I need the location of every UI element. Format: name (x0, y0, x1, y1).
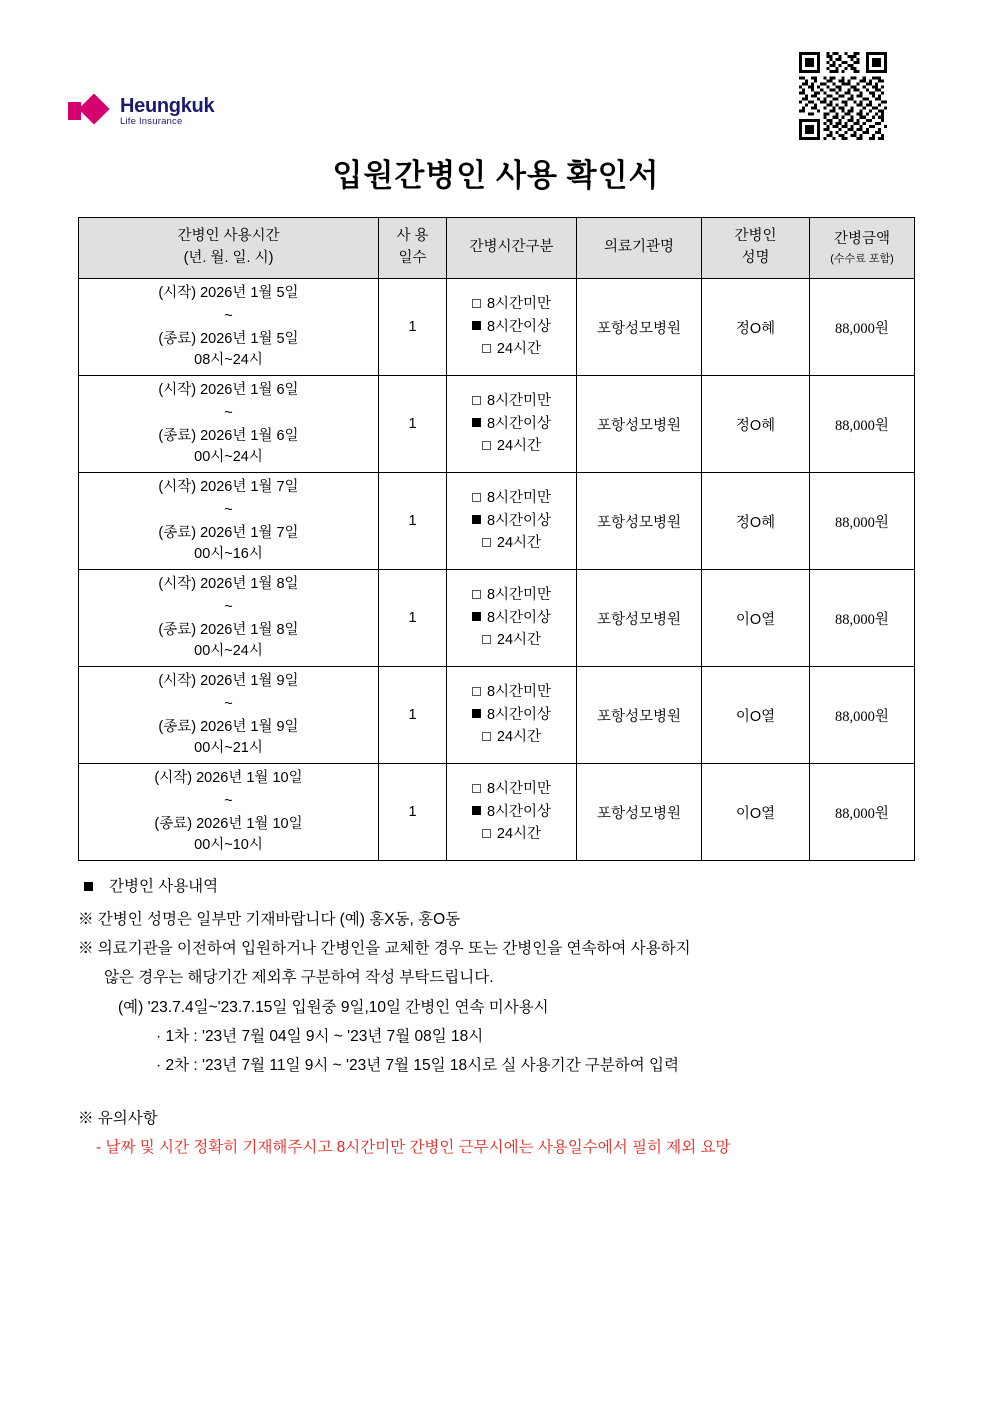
company-logo (68, 96, 214, 127)
checkbox-label: 8시간미만 (486, 490, 552, 507)
checkbox-option[interactable] (449, 487, 574, 509)
checkbox-checked-icon[interactable] (472, 321, 481, 330)
checkbox-label: 24시간 (496, 438, 542, 455)
checkbox-label: 24시간 (496, 535, 542, 552)
column-header-caregiver (702, 218, 810, 279)
cell-caregiver: 정O혜 (702, 473, 810, 570)
note-line-3: 않은 경우는 해당기간 제외후 구분하여 작성 부탁드립니다. (104, 969, 494, 987)
cell-period (79, 473, 379, 570)
period-start: (시작) 2026년 1월 6일 (158, 381, 299, 398)
column-header-period (79, 218, 379, 279)
checkbox-checked-icon[interactable] (472, 709, 481, 718)
cell-hospital: 포항성모병원 (577, 376, 702, 473)
note-line-2: ※ 의료기관을 이전하여 입원하거나 간병인을 교체한 경우 또는 간병인을 연속하여 사용하지 (78, 940, 691, 958)
checkbox-label: 8시간이상 (486, 803, 552, 820)
cell-days: 1 (379, 667, 447, 764)
checkbox-label: 8시간미만 (486, 587, 552, 604)
checkbox-unchecked-icon[interactable] (472, 590, 481, 599)
checkbox-option[interactable] (449, 390, 574, 412)
period-end: (종료) 2026년 1월 10일 (154, 816, 303, 832)
table-row (79, 473, 915, 570)
checkbox-option[interactable] (449, 532, 574, 554)
checkbox-label: 8시간이상 (486, 706, 552, 723)
table-row (79, 376, 915, 473)
period-hours: 08시~24시 (194, 352, 263, 369)
period-start: (시작) 2026년 1월 10일 (154, 769, 303, 786)
cell-caregiver: 이O열 (702, 667, 810, 764)
checkbox-unchecked-icon[interactable] (482, 635, 491, 644)
cell-amount: 88,000원 (810, 764, 915, 861)
cell-amount: 88,000원 (810, 376, 915, 473)
checkbox-label: 8시간미만 (486, 393, 552, 410)
checkbox-label: 8시간미만 (486, 684, 552, 701)
cell-time-type (447, 764, 577, 861)
checkbox-option[interactable] (449, 778, 574, 800)
cell-time-type (447, 570, 577, 667)
cell-amount: 88,000원 (810, 473, 915, 570)
caution-title: ※ 유의사항 (78, 1109, 158, 1127)
cell-days: 1 (379, 473, 447, 570)
column-header-hospital: 의료기관명 (577, 218, 702, 279)
column-header-amount-line1: 간병금액 (833, 230, 891, 247)
period-start: (시작) 2026년 1월 5일 (158, 284, 299, 301)
checkbox-label: 24시간 (496, 729, 542, 746)
checkbox-unchecked-icon[interactable] (472, 784, 481, 793)
column-header-amount (810, 218, 915, 279)
checkbox-option[interactable] (449, 584, 574, 606)
column-header-caregiver-line1: 간병인 (734, 228, 777, 245)
period-end: (종료) 2026년 1월 6일 (158, 428, 299, 444)
period-hours: 00시~24시 (194, 449, 263, 466)
period-tilde: ~ (224, 695, 233, 712)
checkbox-option[interactable] (449, 823, 574, 845)
period-end: (종료) 2026년 1월 7일 (158, 525, 299, 541)
qr-code (799, 52, 887, 140)
cell-days: 1 (379, 764, 447, 861)
period-end: (종료) 2026년 1월 8일 (158, 622, 299, 638)
column-header-period-line2: (년. 월. 일. 시) (183, 250, 274, 266)
column-header-caregiver-line2: 성명 (741, 250, 770, 266)
cell-amount: 88,000원 (810, 667, 915, 764)
cell-hospital: 포항성모병원 (577, 570, 702, 667)
page-title: 입원간병인 사용 확인서 (332, 158, 660, 193)
checkbox-option[interactable] (449, 629, 574, 651)
checkbox-unchecked-icon[interactable] (482, 829, 491, 838)
checkbox-unchecked-icon[interactable] (482, 441, 491, 450)
checkbox-label: 8시간이상 (486, 609, 552, 626)
cell-period (79, 376, 379, 473)
checkbox-label: 8시간미만 (486, 296, 552, 313)
column-header-days-line2: 일수 (398, 250, 427, 266)
table-row (79, 279, 915, 376)
cell-amount: 88,000원 (810, 279, 915, 376)
caregiver-usage-table (78, 217, 915, 861)
table-row (79, 764, 915, 861)
note-line-6: · 2차 : '23년 7월 11일 9시 ~ '23년 7월 15일 18시로 실 사용기간 구분하여 입력 (156, 1056, 680, 1074)
cell-hospital: 포항성모병원 (577, 279, 702, 376)
caregiver-usage-table-wrapper (0, 217, 992, 861)
checkbox-label: 24시간 (496, 826, 542, 843)
period-start: (시작) 2026년 1월 9일 (158, 672, 299, 689)
cell-hospital: 포항성모병원 (577, 473, 702, 570)
cell-hospital: 포항성모병원 (577, 764, 702, 861)
checkbox-option[interactable] (449, 338, 574, 360)
heungkuk-logo-icon (68, 96, 112, 126)
table-body (79, 279, 915, 861)
caution-text: - 날짜 및 시간 정확히 기재해주시고 8시간미만 간병인 근무시에는 사용일수에서 필히 제외 요망 (96, 1139, 731, 1156)
checkbox-option[interactable] (449, 510, 574, 532)
cell-caregiver: 정O혜 (702, 376, 810, 473)
checkbox-label: 8시간이상 (486, 318, 552, 335)
column-header-time-type: 간병시간구분 (447, 218, 577, 279)
checkbox-option[interactable] (449, 316, 574, 338)
period-tilde: ~ (224, 307, 233, 324)
table-row (79, 570, 915, 667)
table-header-row (79, 218, 915, 279)
checkbox-option[interactable] (449, 607, 574, 629)
period-end: (종료) 2026년 1월 5일 (158, 331, 299, 347)
cell-period (79, 279, 379, 376)
document-header (0, 0, 992, 150)
cell-hospital: 포항성모병원 (577, 667, 702, 764)
column-header-amount-line2: (수수료 포함) (830, 252, 894, 265)
notes-section-heading (84, 873, 914, 900)
checkbox-label: 8시간이상 (486, 512, 552, 529)
table-row (79, 667, 915, 764)
checkbox-checked-icon[interactable] (472, 612, 481, 621)
checkbox-unchecked-icon[interactable] (472, 299, 481, 308)
checkbox-unchecked-icon[interactable] (482, 538, 491, 547)
checkbox-option[interactable] (449, 726, 574, 748)
checkbox-unchecked-icon[interactable] (472, 493, 481, 502)
checkbox-option[interactable] (449, 801, 574, 823)
cell-period (79, 764, 379, 861)
period-tilde: ~ (224, 598, 233, 615)
checkbox-unchecked-icon[interactable] (482, 344, 491, 353)
checkbox-checked-icon[interactable] (472, 515, 481, 524)
period-end: (종료) 2026년 1월 9일 (158, 719, 299, 735)
note-line-4: (예) '23.7.4일~'23.7.15일 입원중 9일,10일 간병인 연속 미사용시 (118, 998, 549, 1016)
period-tilde: ~ (224, 792, 233, 809)
period-hours: 00시~16시 (194, 546, 263, 563)
notes-section (0, 861, 992, 1161)
cell-period (79, 570, 379, 667)
checkbox-label: 8시간이상 (486, 415, 552, 432)
checkbox-option[interactable] (449, 704, 574, 726)
cell-period (79, 667, 379, 764)
checkbox-option[interactable] (449, 435, 574, 457)
cell-amount: 88,000원 (810, 570, 915, 667)
brand-subtitle: Life Insurance (120, 116, 183, 127)
period-hours: 00시~10시 (194, 837, 263, 854)
cell-time-type (447, 473, 577, 570)
checkbox-checked-icon[interactable] (472, 806, 481, 815)
checkbox-unchecked-icon[interactable] (472, 396, 481, 405)
cell-days: 1 (379, 376, 447, 473)
period-tilde: ~ (224, 404, 233, 421)
period-start: (시작) 2026년 1월 7일 (158, 478, 299, 495)
period-hours: 00시~24시 (194, 643, 263, 660)
period-hours: 00시~21시 (194, 740, 263, 757)
period-tilde: ~ (224, 501, 233, 518)
checkbox-option[interactable] (449, 293, 574, 315)
cell-caregiver: 이O열 (702, 764, 810, 861)
checkbox-option[interactable] (449, 681, 574, 703)
checkbox-label: 24시간 (496, 632, 542, 649)
cell-time-type (447, 667, 577, 764)
column-header-period-line1: 간병인 사용시간 (177, 228, 280, 245)
cell-caregiver: 이O열 (702, 570, 810, 667)
brand-name: Heungkuk (120, 95, 215, 117)
column-header-days-line1: 사 용 (396, 228, 429, 245)
note-line-1: ※ 간병인 성명은 일부만 기재바랍니다 (예) 홍X동, 홍O동 (78, 911, 461, 929)
cell-caregiver: 정O혜 (702, 279, 810, 376)
square-bullet-icon (84, 882, 93, 891)
checkbox-label: 24시간 (496, 341, 542, 358)
cell-days: 1 (379, 570, 447, 667)
cell-days: 1 (379, 279, 447, 376)
checkbox-option[interactable] (449, 413, 574, 435)
checkbox-unchecked-icon[interactable] (472, 687, 481, 696)
column-header-days (379, 218, 447, 279)
note-line-5: · 1차 : '23년 7월 04일 9시 ~ '23년 7월 08일 18시 (156, 1027, 484, 1045)
checkbox-unchecked-icon[interactable] (482, 732, 491, 741)
cell-time-type (447, 376, 577, 473)
cell-time-type (447, 279, 577, 376)
checkbox-label: 8시간미만 (486, 781, 552, 798)
period-start: (시작) 2026년 1월 8일 (158, 575, 299, 592)
checkbox-checked-icon[interactable] (472, 418, 481, 427)
notes-section-label: 간병인 사용내역 (109, 878, 219, 895)
